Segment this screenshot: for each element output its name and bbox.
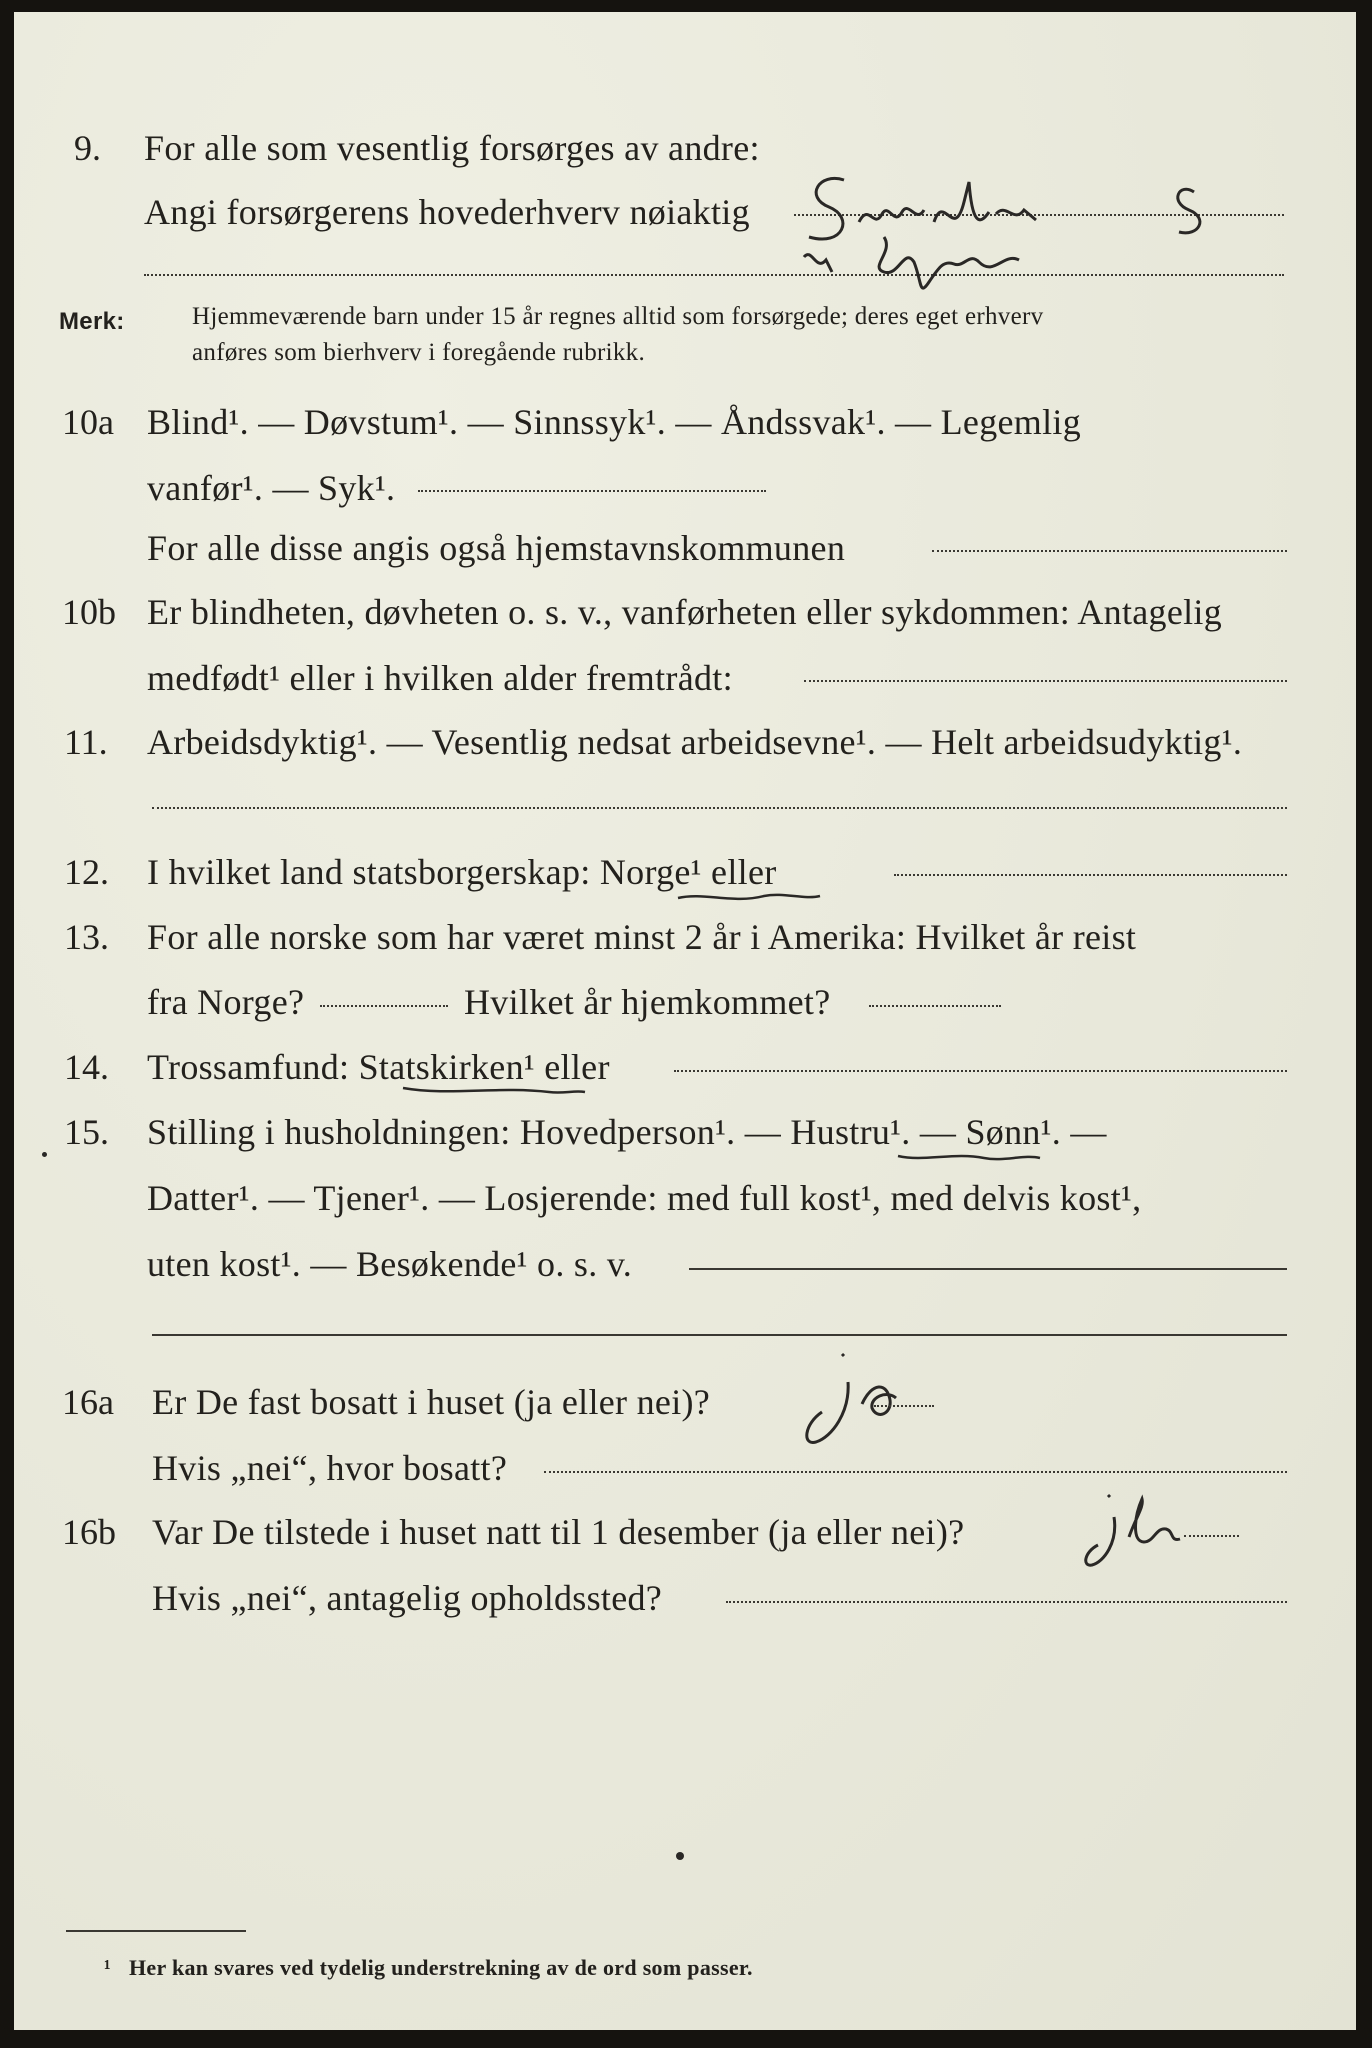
q10a-line1: Blind¹. — Døvstum¹. — Sinnssyk¹. — Åndssvak¹. — Legemlig	[147, 402, 1081, 442]
q16b-line2: Hvis „nei“, antagelig opholdssted?	[152, 1578, 663, 1618]
q10b-line2: medfødt¹ eller i hvilken alder fremtrådt:	[147, 658, 733, 698]
q10a-answer-line	[418, 490, 766, 492]
q16a-where-line	[544, 1471, 1287, 1473]
q10a-number: 10a	[62, 402, 114, 442]
q16a-line2: Hvis „nei“, hvor bosatt?	[152, 1448, 508, 1488]
q16b-number: 16b	[62, 1512, 116, 1552]
q15-number: 15.	[64, 1112, 109, 1152]
q13-line2b: Hvilket år hjemkommet?	[464, 982, 831, 1022]
q10b-line1: Er blindheten, døvheten o. s. v., vanførheten eller sykdommen: Antagelig	[147, 592, 1223, 632]
q13-number: 13.	[64, 917, 109, 957]
q13-left-line	[320, 1005, 448, 1007]
q15-underline-hustru	[894, 1148, 1044, 1168]
q9-handwritten-answer	[774, 152, 1294, 302]
ink-dot-margin	[42, 1152, 47, 1157]
q14-line1: Trossamfund: Statskirken¹ eller	[147, 1047, 610, 1087]
q12-answer-line	[894, 874, 1287, 876]
merk-line2: anføres som bierhverv i foregående rubrikk.	[192, 339, 646, 366]
q9-number: 9.	[74, 128, 101, 168]
q15-line2: Datter¹. — Tjener¹. — Losjerende: med full kost¹, med delvis kost¹,	[147, 1178, 1142, 1218]
q12-underline-norge	[674, 888, 824, 908]
q15-answer-line-2	[152, 1334, 1287, 1336]
q13-right-line	[869, 1005, 1001, 1007]
q14-answer-line	[674, 1070, 1287, 1072]
q12-line1: I hvilket land statsborgerskap: Norge¹ eller	[147, 852, 777, 892]
q16b-line1: Var De tilstede i huset natt til 1 desember (ja eller nei)?	[152, 1512, 965, 1552]
q11-answer-line	[152, 807, 1287, 809]
footnote-divider	[66, 1930, 246, 1932]
q10a-line2: vanfør¹. — Syk¹.	[147, 468, 396, 508]
q11-number: 11.	[64, 722, 108, 762]
footnote-mark: ¹	[104, 1955, 111, 1980]
q13-line2a: fra Norge?	[147, 982, 305, 1022]
q14-number: 14.	[64, 1047, 109, 1087]
merk-label: Merk:	[59, 308, 125, 335]
ink-dot	[676, 1852, 684, 1860]
q16a-handwritten-answer	[792, 1342, 932, 1462]
q16b-answer-line	[1184, 1535, 1239, 1537]
q16a-line1: Er De fast bosatt i huset (ja eller nei)?	[152, 1382, 711, 1422]
q9-line1: For alle som vesentlig forsørges av andre:	[144, 128, 760, 168]
q12-number: 12.	[64, 852, 109, 892]
q15-answer-line	[689, 1268, 1287, 1270]
q16a-answer-line	[874, 1405, 934, 1407]
q10a-line3: For alle disse angis også hjemstavnskommunen	[147, 528, 846, 568]
q9-line2: Angi forsørgerens hovederhverv nøiaktig	[144, 192, 750, 232]
q16b-where-line	[726, 1601, 1287, 1603]
q15-line1: Stilling i husholdningen: Hovedperson¹. — Hustru¹. — Sønn¹. —	[147, 1112, 1107, 1152]
census-form-page	[14, 12, 1356, 2030]
q15-line3: uten kost¹. — Besøkende¹ o. s. v.	[147, 1244, 633, 1284]
q16a-number: 16a	[62, 1382, 114, 1422]
q10b-number: 10b	[62, 592, 116, 632]
q14-underline-statskirken	[399, 1082, 589, 1102]
q13-line1: For alle norske som har været minst 2 år i Amerika: Hvilket år reist	[147, 917, 1137, 957]
q11-line1: Arbeidsdyktig¹. — Vesentlig nedsat arbeidsevne¹. — Helt arbeidsudyktig¹.	[147, 722, 1243, 762]
merk-line1: Hjemmeværende barn under 15 år regnes alltid som forsørgede; deres eget erhverv	[192, 303, 1044, 330]
q10b-answer-line	[804, 680, 1287, 682]
q10a-home-line	[932, 550, 1287, 552]
footnote-text: Her kan svares ved tydelig understrekning av de ord som passer.	[129, 1955, 753, 1980]
q16b-handwritten-answer	[1074, 1487, 1224, 1577]
